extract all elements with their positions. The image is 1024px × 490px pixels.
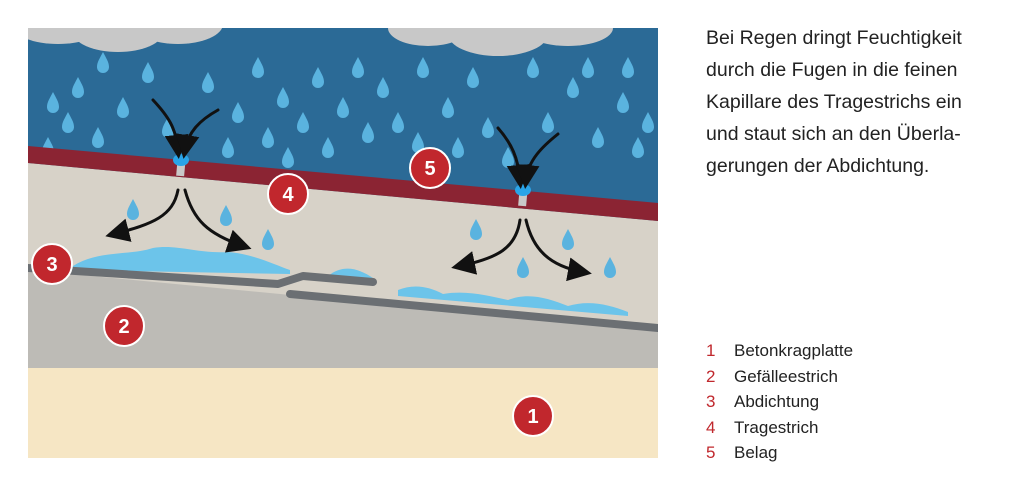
legend-label: Tragestrich: [734, 417, 819, 437]
legend-label: Belag: [734, 443, 778, 462]
legend-number: 5: [706, 443, 716, 462]
moisture-diagram: [28, 28, 658, 458]
marker-3: [32, 244, 72, 284]
legend-item: [706, 440, 1006, 466]
legend-label: Betonkragplatte: [734, 341, 854, 360]
legend-number: 2: [706, 366, 716, 386]
marker-5: [410, 148, 450, 188]
svg-text:5: 5: [424, 158, 436, 180]
layer-betonkragplatte: [28, 368, 658, 458]
description-text: Bei Regen dringt Feuchtigkeit durch die Fugen in die feinen Kapillare des Tragestrichs ein und staut sich an den Überla- gerungen der Abdichtung.: [706, 27, 962, 177]
legend-item: [706, 364, 1006, 390]
legend-item: [706, 338, 1006, 364]
svg-text:2: 2: [118, 316, 130, 338]
marker-4: [268, 174, 308, 214]
legend-label: Abdichtung: [734, 392, 820, 411]
legend-number: 3: [706, 392, 716, 411]
svg-text:4: 4: [282, 184, 294, 206]
legend-number: 1: [706, 341, 716, 360]
legend-item: [706, 415, 1006, 441]
legend-item: [706, 389, 1006, 415]
marker-2: [104, 306, 144, 346]
legend: [706, 338, 1006, 466]
legend-label: Gefälleestrich: [734, 366, 838, 386]
marker-1: [513, 396, 553, 436]
legend-number: 4: [706, 417, 716, 437]
svg-text:1: 1: [527, 406, 539, 428]
svg-text:3: 3: [46, 254, 58, 276]
